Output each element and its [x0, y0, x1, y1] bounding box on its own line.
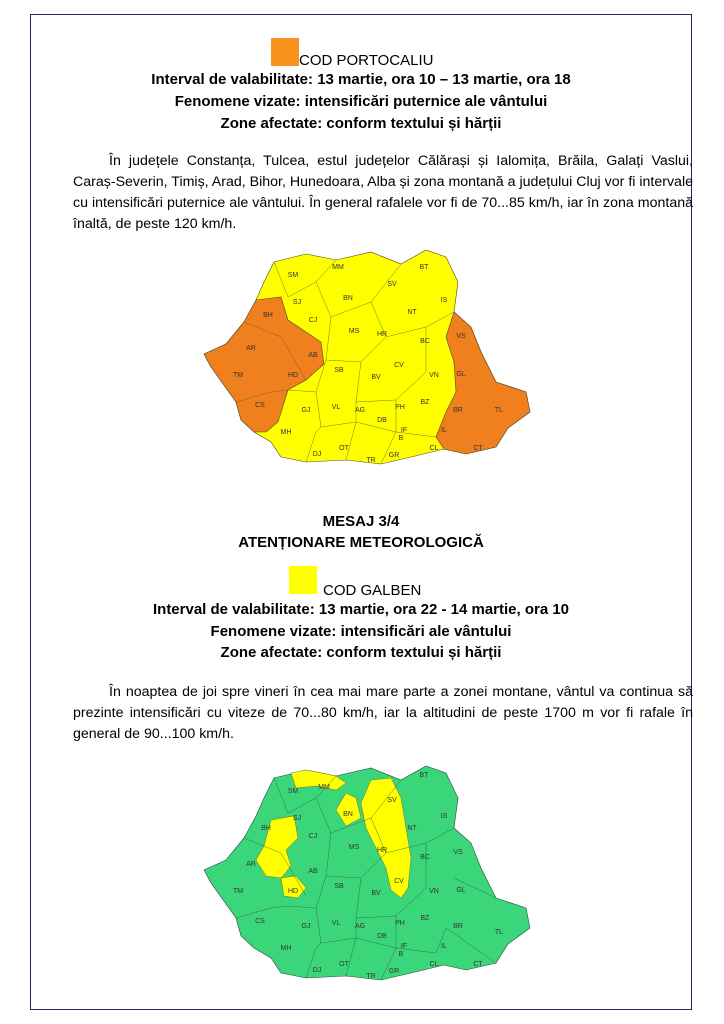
county-label-cs: CS [255, 402, 265, 409]
yellow-phenomena: Fenomene vizate: intensificări ale vântului [210, 623, 512, 640]
yellow-description: În noaptea de joi spre vineri în cea mai mare parte a zonei montane, vântul va continua să prezinte intensificări cu viteze de 70...80 km/h, iar la altitudini de peste 1700 m vor fi rafale în general de 90...100 km/h. [73, 684, 693, 742]
county-label-vs: VS [456, 333, 466, 340]
county-label-tl: TL [494, 407, 504, 414]
county-label-tr: TR [366, 973, 376, 980]
yellow-validity: Interval de valabilitate: 13 martie, ora 22 - 14 martie, ora 10 [152, 601, 570, 618]
county-label-il: IL [441, 427, 447, 434]
orange-zones: Zone afectate: conform textului și hărții [220, 115, 502, 132]
county-label-ms: MS [348, 844, 360, 851]
county-label-sm: SM [287, 272, 299, 279]
county-label-ar: AR [246, 861, 256, 868]
county-label-mm: MM [332, 264, 344, 271]
county-label-cs: CS [255, 918, 265, 925]
county-label-is: IS [440, 813, 448, 820]
county-label-mm: MM [318, 784, 330, 791]
county-label-dj: DJ [312, 967, 322, 974]
county-label-vl: VL [331, 404, 341, 411]
county-label-ab: AB [308, 868, 318, 875]
orange-description: În județele Constanța, Tulcea, estul județelor Călărași și Ialomița, Brăila, Galați Vaslui, Caraș-Severin, Timiș, Arad, Bihor, Hunedoara, Alba și zona montană a județului Cluj vor fi intervale cu intensificări puternice ale vântului. În general rafalele vor fi de 70...85 km/h, iar în zona montană înaltă, de peste 120 km/h. [73, 153, 693, 232]
county-label-ag: AG [354, 923, 366, 930]
county-label-ph: PH [395, 404, 405, 411]
county-label-bn: BN [343, 295, 353, 302]
county-label-gr: GR [388, 452, 400, 459]
county-label-ph: PH [395, 920, 405, 927]
yellow-code-label: COD GALBEN [323, 582, 422, 599]
county-label-bn: BN [343, 811, 353, 818]
county-label-bv: BV [371, 890, 381, 897]
county-label-gj: GJ [301, 407, 311, 414]
county-label-mh: MH [280, 945, 292, 952]
county-label-tr: TR [366, 457, 376, 464]
orange-warning-map [196, 242, 532, 482]
county-label-nt: NT [407, 309, 417, 316]
county-label-sj: SJ [292, 815, 302, 822]
county-label-bt: BT [419, 264, 429, 271]
county-label-bt: BT [419, 772, 429, 779]
county-label-if: IF [400, 943, 408, 950]
county-label-vl: VL [331, 920, 341, 927]
county-label-vn: VN [429, 888, 439, 895]
county-label-nt: NT [407, 825, 417, 832]
county-label-sb: SB [334, 367, 344, 374]
county-label-ms: MS [348, 328, 360, 335]
county-label-br: BR [453, 407, 463, 414]
county-label-bv: BV [371, 374, 381, 381]
county-label-ct: CT [473, 445, 483, 452]
county-label-sv: SV [387, 281, 397, 288]
orange-code-label: COD PORTOCALIU [299, 52, 434, 69]
yellow-warning-map [196, 758, 532, 998]
message-number: MESAJ 3/4 [322, 513, 400, 530]
county-label-db: DB [377, 417, 387, 424]
county-label-if: IF [400, 427, 408, 434]
county-label-hr: HR [376, 847, 388, 854]
county-label-tm: TM [232, 888, 244, 895]
county-label-cv: CV [394, 878, 404, 885]
county-label-ag: AG [354, 407, 366, 414]
county-label-il: IL [441, 943, 447, 950]
county-label-bh: BH [261, 825, 271, 832]
county-label-sv: SV [387, 797, 397, 804]
county-label-ot: OT [339, 961, 349, 968]
county-label-mh: MH [280, 429, 292, 436]
county-label-is: IS [440, 297, 448, 304]
county-label-tl: TL [494, 929, 504, 936]
county-label-sm: SM [287, 788, 299, 795]
county-label-hd: HD [287, 372, 299, 379]
county-label-cj: CJ [308, 317, 318, 324]
county-label-vn: VN [429, 372, 439, 379]
county-label-hr: HR [376, 331, 388, 338]
county-label-hd: HD [287, 888, 299, 895]
county-label-gl: GL [456, 887, 466, 894]
county-label-sj: SJ [292, 299, 302, 306]
county-label-gj: GJ [301, 923, 311, 930]
orange-validity: Interval de valabilitate: 13 martie, ora 10 – 13 martie, ora 18 [151, 71, 571, 88]
county-label-tm: TM [232, 372, 244, 379]
county-label-bc: BC [420, 338, 430, 345]
yellow-zones: Zone afectate: conform textului și hărții [220, 644, 502, 661]
county-label-ot: OT [339, 445, 349, 452]
orange-phenomena: Fenomene vizate: intensificări puternice ale vântului [174, 93, 548, 110]
county-label-cl: CL [429, 445, 439, 452]
county-label-gr: GR [388, 968, 400, 975]
county-label-dj: DJ [312, 451, 322, 458]
orange-swatch [271, 38, 299, 66]
county-label-gl: GL [456, 371, 466, 378]
county-label-cv: CV [394, 362, 404, 369]
county-label-ct: CT [473, 961, 483, 968]
county-label-bc: BC [420, 854, 430, 861]
county-label-bh: BH [263, 312, 273, 319]
county-label-br: BR [453, 923, 463, 930]
county-label-bz: BZ [420, 915, 430, 922]
county-label-sb: SB [334, 883, 344, 890]
county-label-ar: AR [246, 345, 256, 352]
county-label-bz: BZ [420, 399, 430, 406]
message-title: ATENȚIONARE METEOROLOGICĂ [238, 534, 484, 551]
yellow-swatch [289, 566, 317, 594]
county-label-b: B [398, 435, 404, 442]
county-label-b: B [398, 951, 404, 958]
county-label-db: DB [377, 933, 387, 940]
county-label-cl: CL [429, 961, 439, 968]
county-label-ab: AB [308, 352, 318, 359]
county-label-cj: CJ [308, 833, 318, 840]
county-label-vs: VS [453, 849, 463, 856]
